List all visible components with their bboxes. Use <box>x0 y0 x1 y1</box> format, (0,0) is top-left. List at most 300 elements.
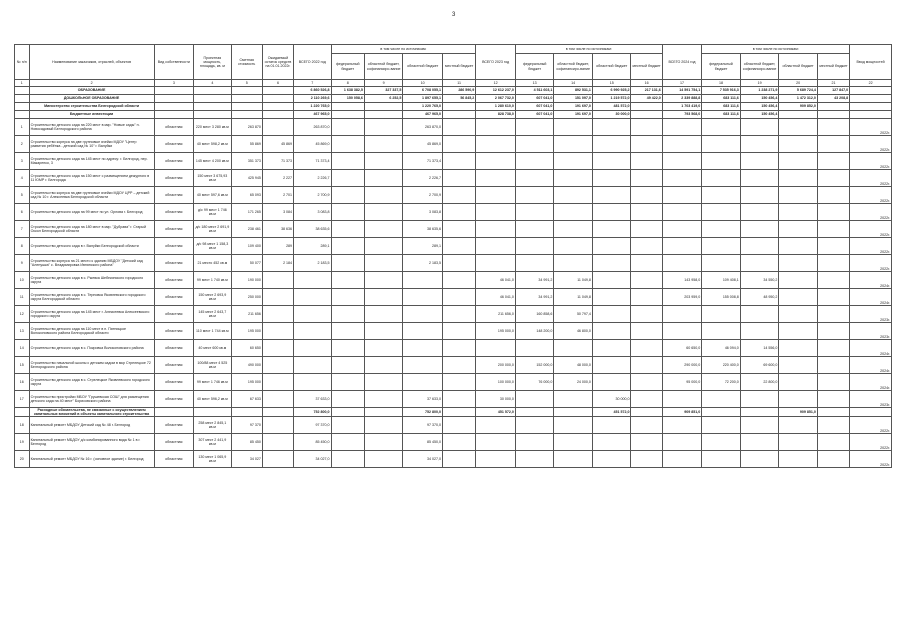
federal-2023 <box>515 391 554 408</box>
local-2024 <box>817 204 849 221</box>
column-number: 6 <box>262 80 293 87</box>
regional-cofin-2022 <box>364 289 403 306</box>
federal-2022: 1 638 382,5 <box>331 87 364 95</box>
federal-2022 <box>331 187 364 204</box>
regional-cofin-2022 <box>364 111 403 119</box>
column-number: 5 <box>231 80 262 87</box>
column-number: 12 <box>476 80 516 87</box>
federal-2023: 4 511 603,1 <box>515 87 554 95</box>
ownership: областная <box>154 187 194 204</box>
regional-2024 <box>779 306 818 323</box>
table-row <box>15 255 892 272</box>
local-2024 <box>817 153 849 170</box>
regional-2024 <box>779 434 818 451</box>
regional-2024: 909 852,0 <box>779 103 818 111</box>
header-regional-cofin: областной бюджет, софинансиро-вание <box>740 54 779 80</box>
total-2023 <box>476 340 516 357</box>
column-number: 21 <box>817 80 849 87</box>
federal-2023 <box>515 204 554 221</box>
local-2024 <box>817 272 849 289</box>
local-2022 <box>442 357 475 374</box>
column-number: 13 <box>515 80 554 87</box>
table-row <box>15 221 892 238</box>
estimated-cost <box>231 103 262 111</box>
remaining-funds: 38 636 <box>262 221 293 238</box>
header-regional-cofin: областной бюджет, софинансиро-вание <box>364 54 403 80</box>
local-2022 <box>442 434 475 451</box>
local-2024 <box>817 170 849 187</box>
regional-2024 <box>779 451 818 468</box>
row-number: 3 <box>15 153 30 170</box>
local-2024 <box>817 289 849 306</box>
regional-2022: 2 700,9 <box>403 187 443 204</box>
federal-2024 <box>702 408 741 417</box>
regional-cofin-2022 <box>364 417 403 434</box>
total-2022: 38 635,6 <box>294 221 331 238</box>
federal-2023 <box>515 451 554 468</box>
object-name: Строительство детского сада на 180 мест в мкр. "Дубрава" г. Старый Оскол Белгородской области <box>29 221 154 238</box>
total-2024: 793 568,0 <box>662 111 702 119</box>
ownership: областная <box>154 451 194 468</box>
regional-2023 <box>592 289 631 306</box>
total-2023 <box>476 434 516 451</box>
object-name: Строительство детского сада на 110 мест в п. Пятницкое Волоконовского района Белгородской области <box>29 323 154 340</box>
regional-cofin-2022: 6 252,5 <box>364 95 403 103</box>
column-number: 18 <box>702 80 741 87</box>
local-2022 <box>442 374 475 391</box>
regional-cofin-2024 <box>740 255 779 272</box>
header-capacity-type: Ввод мощностей <box>850 45 892 80</box>
header-name: Наименование заказчиков, отраслей, объектов <box>29 45 154 80</box>
commission-year <box>850 87 892 95</box>
federal-2024 <box>702 417 741 434</box>
local-2022 <box>442 111 475 119</box>
table-row <box>15 119 892 136</box>
total-2022: 467 965,0 <box>294 111 331 119</box>
regional-cofin-2024: 150 456,4 <box>740 95 779 103</box>
regional-2024 <box>779 187 818 204</box>
local-2023 <box>631 119 662 136</box>
estimated-cost: 425 945 <box>231 170 262 187</box>
federal-2024: 7 535 916,3 <box>702 87 741 95</box>
total-2024 <box>662 391 702 408</box>
capacity <box>194 95 231 103</box>
federal-2022 <box>331 136 364 153</box>
column-number: 1 <box>15 80 30 87</box>
federal-2024: 155 008,8 <box>702 289 741 306</box>
row-number: 12 <box>15 306 30 323</box>
local-2022: 56 845,2 <box>442 95 475 103</box>
federal-2023: 34 991,2 <box>515 272 554 289</box>
federal-2023 <box>515 434 554 451</box>
total-2022: 752 800,0 <box>294 408 331 417</box>
local-2023 <box>631 204 662 221</box>
local-2024 <box>817 408 849 417</box>
total-2024: 60 650,0 <box>662 340 702 357</box>
remaining-funds: 2 184 <box>262 255 293 272</box>
row-number: 17 <box>15 391 30 408</box>
local-2023 <box>631 111 662 119</box>
object-name: Расходные обязательства, не связанные с осуществлением капитальных вложений в объекты капитального строительства <box>29 408 154 417</box>
local-2023 <box>631 187 662 204</box>
capacity <box>194 103 231 111</box>
local-2023 <box>631 289 662 306</box>
local-2022 <box>442 408 475 417</box>
total-2022: 85 450,0 <box>294 434 331 451</box>
regional-2023 <box>592 323 631 340</box>
remaining-funds: 289 <box>262 238 293 255</box>
regional-2022 <box>403 306 443 323</box>
federal-2022 <box>331 374 364 391</box>
federal-2023: 76 000,0 <box>515 374 554 391</box>
regional-2022: 752 800,0 <box>403 408 443 417</box>
federal-2023 <box>515 238 554 255</box>
federal-2023: 34 991,2 <box>515 289 554 306</box>
column-number: 14 <box>554 80 593 87</box>
column-number: 16 <box>631 80 662 87</box>
regional-2022 <box>403 357 443 374</box>
regional-cofin-2022 <box>364 323 403 340</box>
local-2023 <box>631 221 662 238</box>
local-2023: 217 131,6 <box>631 87 662 95</box>
local-2024 <box>817 111 849 119</box>
regional-cofin-2022 <box>364 340 403 357</box>
total-2023: 46 041,0 <box>476 272 516 289</box>
table-row <box>15 391 892 408</box>
total-2022: 2 183,5 <box>294 255 331 272</box>
capacity: 130 мест 1 065,9 кв.м <box>194 451 231 468</box>
ownership: областная <box>154 306 194 323</box>
total-2022: 289,1 <box>294 238 331 255</box>
capacity: д/с 99 мест 1 746 кв.м <box>194 204 231 221</box>
regional-cofin-2023: 11 049,8 <box>554 289 593 306</box>
federal-2023: 160 858,6 <box>515 306 554 323</box>
federal-2022 <box>331 111 364 119</box>
total-2023 <box>476 255 516 272</box>
total-2024: 909 851,0 <box>662 408 702 417</box>
federal-2024 <box>702 323 741 340</box>
federal-2022 <box>331 255 364 272</box>
capacity: 145 мест 4 200 кв.м <box>194 153 231 170</box>
regional-cofin-2023 <box>554 434 593 451</box>
total-2022 <box>294 340 331 357</box>
local-2023 <box>631 238 662 255</box>
regional-cofin-2024 <box>740 204 779 221</box>
local-2022 <box>442 323 475 340</box>
header-sources-2022: в том числе по источникам: <box>331 45 476 54</box>
total-2024 <box>662 417 702 434</box>
remaining-funds: 45 869 <box>262 136 293 153</box>
estimated-cost <box>231 111 262 119</box>
header-regional-cofin: областной бюджет, софинансиро-вание <box>554 54 593 80</box>
regional-cofin-2023 <box>554 187 593 204</box>
column-number: 4 <box>194 80 231 87</box>
column-number: 15 <box>592 80 631 87</box>
regional-cofin-2022 <box>364 103 403 111</box>
row-number: 16 <box>15 374 30 391</box>
total-2023 <box>476 417 516 434</box>
estimated-cost: 60 650 <box>231 340 262 357</box>
commission-year: 2022г. <box>850 153 892 170</box>
object-name: Министерство строительства Белгородской области <box>29 103 154 111</box>
regional-cofin-2023 <box>554 136 593 153</box>
capacity: 21 место 452 кв.м <box>194 255 231 272</box>
capacity: 100/88 мест 4 525 кв.м <box>194 357 231 374</box>
capacity: 99 мест 1 746 кв.м <box>194 374 231 391</box>
total-2024: 290 000,0 <box>662 357 702 374</box>
regional-cofin-2024: 150 456,4 <box>740 103 779 111</box>
regional-cofin-2022 <box>364 451 403 468</box>
capacity <box>194 408 231 417</box>
estimated-cost: 50 077 <box>231 255 262 272</box>
remaining-funds <box>262 451 293 468</box>
regional-cofin-2023 <box>554 170 593 187</box>
estimated-cost: 190 000 <box>231 272 262 289</box>
total-2022: 45 869,0 <box>294 136 331 153</box>
federal-2024: 683 111,6 <box>702 111 741 119</box>
ownership: областная <box>154 136 194 153</box>
total-2023: 451 572,0 <box>476 408 516 417</box>
total-2022 <box>294 374 331 391</box>
federal-2023 <box>515 417 554 434</box>
remaining-funds: 2 701 <box>262 187 293 204</box>
local-2024 <box>817 374 849 391</box>
federal-2022 <box>331 204 364 221</box>
ownership: областная <box>154 357 194 374</box>
regional-2022: 1 897 655,1 <box>403 95 443 103</box>
capacity: 40 мест 597,6 кв.м <box>194 187 231 204</box>
regional-2023 <box>592 119 631 136</box>
regional-cofin-2024: 34 550,2 <box>740 272 779 289</box>
total-2023: 211 656,0 <box>476 306 516 323</box>
remaining-funds <box>262 357 293 374</box>
local-2024 <box>817 340 849 357</box>
regional-cofin-2022 <box>364 238 403 255</box>
estimated-cost: 55 869 <box>231 136 262 153</box>
regional-2022: 34 027,0 <box>403 451 443 468</box>
regional-2024 <box>779 255 818 272</box>
regional-2023 <box>592 170 631 187</box>
regional-2024 <box>779 221 818 238</box>
regional-cofin-2022 <box>364 221 403 238</box>
table-row <box>15 451 892 468</box>
capacity: 150 мест 3 675,93 кв.м <box>194 170 231 187</box>
ownership: областная <box>154 289 194 306</box>
estimated-cost: 171 265 <box>231 204 262 221</box>
local-2023: 49 422,0 <box>631 95 662 103</box>
local-2024 <box>817 391 849 408</box>
local-2023 <box>631 272 662 289</box>
federal-2024: 46 094,0 <box>702 340 741 357</box>
regional-2023 <box>592 255 631 272</box>
total-2024: 1 703 419,0 <box>662 103 702 111</box>
local-2023 <box>631 153 662 170</box>
total-2022: 2 226,7 <box>294 170 331 187</box>
total-2024: 95 000,0 <box>662 374 702 391</box>
federal-2022 <box>331 391 364 408</box>
header-regional: областной бюджет <box>592 54 631 80</box>
row-number: 1 <box>15 119 30 136</box>
regional-cofin-2024 <box>740 306 779 323</box>
federal-2022 <box>331 323 364 340</box>
regional-cofin-2022 <box>364 408 403 417</box>
row-number: 2 <box>15 136 30 153</box>
estimated-cost: 65 093 <box>231 187 262 204</box>
total-2024 <box>662 306 702 323</box>
remaining-funds <box>262 417 293 434</box>
regional-2022 <box>403 272 443 289</box>
federal-2022 <box>331 417 364 434</box>
header-local: местный бюджет <box>817 54 849 80</box>
local-2022 <box>442 103 475 111</box>
capacity: 40 мест 600 кв.м <box>194 340 231 357</box>
header-remaining: Ожидаемый остаток средств на 01.01.2022г. <box>262 45 293 80</box>
total-2023 <box>476 204 516 221</box>
regional-cofin-2023 <box>554 238 593 255</box>
regional-2022 <box>403 289 443 306</box>
header-capacity: Проектная мощность, площадь, кв. м <box>194 45 231 80</box>
federal-2023 <box>515 170 554 187</box>
regional-2024 <box>779 357 818 374</box>
object-name: Строительство детского сада на 145 мест г. Алексеевка Алексеевского городского округа <box>29 306 154 323</box>
federal-2022 <box>331 103 364 111</box>
local-2024 <box>817 103 849 111</box>
column-number: 22 <box>850 80 892 87</box>
total-2024: 203 959,0 <box>662 289 702 306</box>
regional-2022: 467 965,0 <box>403 111 443 119</box>
local-2023 <box>631 451 662 468</box>
federal-2024: 109 408,1 <box>702 272 741 289</box>
regional-2024 <box>779 323 818 340</box>
regional-cofin-2022 <box>364 357 403 374</box>
total-2023: 195 000,0 <box>476 323 516 340</box>
regional-2022: 71 373,4 <box>403 153 443 170</box>
total-2024 <box>662 434 702 451</box>
commission-year: 2022г. <box>850 238 892 255</box>
capacity: 220 мест 3 280 кв.м <box>194 119 231 136</box>
table-row <box>15 136 892 153</box>
federal-2022: 150 058,6 <box>331 95 364 103</box>
table-row <box>15 417 892 434</box>
commission-year <box>850 103 892 111</box>
federal-2022 <box>331 289 364 306</box>
column-number: 11 <box>442 80 475 87</box>
federal-2024 <box>702 221 741 238</box>
regional-2024 <box>779 111 818 119</box>
commission-year: 2023г. <box>850 306 892 323</box>
federal-2024 <box>702 136 741 153</box>
local-2023 <box>631 306 662 323</box>
column-number: 9 <box>364 80 403 87</box>
regional-2022: 97 370,0 <box>403 417 443 434</box>
federal-2024 <box>702 187 741 204</box>
regional-cofin-2022 <box>364 272 403 289</box>
object-name: Строительство детского сада в г. Валуйки Белгородской области <box>29 238 154 255</box>
regional-2022: 45 869,0 <box>403 136 443 153</box>
capacity: 99 мест 1 740 кв.м <box>194 272 231 289</box>
regional-cofin-2022 <box>364 153 403 170</box>
header-total-2024: ВСЕГО 2024 год <box>662 45 702 80</box>
local-2024: 43 208,8 <box>817 95 849 103</box>
object-name: Капитальный ремонт МБДОУ д/с комбинированного вида № 1 в г. Белгород <box>29 434 154 451</box>
regional-2023 <box>592 357 631 374</box>
regional-cofin-2024 <box>740 323 779 340</box>
object-name: Строительство детского сада в с. Покровка Волоконовского района <box>29 340 154 357</box>
capital-investment-table <box>14 44 892 468</box>
total-2024 <box>662 187 702 204</box>
row-number: 4 <box>15 170 30 187</box>
object-name: Строительство корпуса на две групповые ячейки МДОУ ЦРР – детский сад № 10 г. Алексеевка Белгородской области <box>29 187 154 204</box>
row-number <box>15 111 30 119</box>
capacity: д/с 98 мест 1 158,3 кв.м <box>194 238 231 255</box>
local-2022 <box>442 204 475 221</box>
total-2024 <box>662 204 702 221</box>
total-2023: 30 000,0 <box>476 391 516 408</box>
total-2024 <box>662 451 702 468</box>
row-number <box>15 87 30 95</box>
total-2023 <box>476 451 516 468</box>
row-number: 10 <box>15 272 30 289</box>
total-2022: 3 083,8 <box>294 204 331 221</box>
ownership: областная <box>154 374 194 391</box>
regional-cofin-2022 <box>364 187 403 204</box>
remaining-funds: 3 084 <box>262 204 293 221</box>
commission-year: 2022г. <box>850 434 892 451</box>
regional-cofin-2024 <box>740 417 779 434</box>
regional-2023 <box>592 417 631 434</box>
capacity: 40 мест 598,2 кв.м <box>194 136 231 153</box>
local-2024 <box>817 306 849 323</box>
commission-year: 2022г. <box>850 187 892 204</box>
local-2022 <box>442 187 475 204</box>
header-num: № п/п <box>15 45 30 80</box>
row-number <box>15 408 30 417</box>
federal-2024: 683 111,6 <box>702 95 741 103</box>
regional-2023: 451 572,0 <box>592 408 631 417</box>
total-2024 <box>662 136 702 153</box>
local-2022 <box>442 340 475 357</box>
regional-cofin-2024 <box>740 153 779 170</box>
regional-cofin-2022 <box>364 391 403 408</box>
total-2022 <box>294 272 331 289</box>
object-name: Строительство детского сада на 150 мест с размещением дежурного в 11 ЮМР г. Белгорода <box>29 170 154 187</box>
federal-2022 <box>331 408 364 417</box>
estimated-cost: 34 027 <box>231 451 262 468</box>
ownership: областная <box>154 221 194 238</box>
local-2022 <box>442 238 475 255</box>
remaining-funds <box>262 95 293 103</box>
regional-cofin-2022 <box>364 136 403 153</box>
federal-2022 <box>331 434 364 451</box>
ownership <box>154 103 194 111</box>
local-2023 <box>631 136 662 153</box>
local-2024 <box>817 451 849 468</box>
remaining-funds <box>262 289 293 306</box>
row-number <box>15 95 30 103</box>
local-2022 <box>442 221 475 238</box>
remaining-funds: 71 373 <box>262 153 293 170</box>
regional-2022: 2 226,7 <box>403 170 443 187</box>
table-row <box>15 153 892 170</box>
capacity: 145 мест 2 643,7 кв.м <box>194 306 231 323</box>
regional-cofin-2023: 191 697,0 <box>554 111 593 119</box>
object-name: Строительство детского сада в с. Терновка Яковлевского городского округа Белгородской области <box>29 289 154 306</box>
federal-2023: 148 200,0 <box>515 323 554 340</box>
regional-cofin-2024 <box>740 408 779 417</box>
federal-2022 <box>331 306 364 323</box>
regional-cofin-2022 <box>364 374 403 391</box>
regional-2022 <box>403 374 443 391</box>
